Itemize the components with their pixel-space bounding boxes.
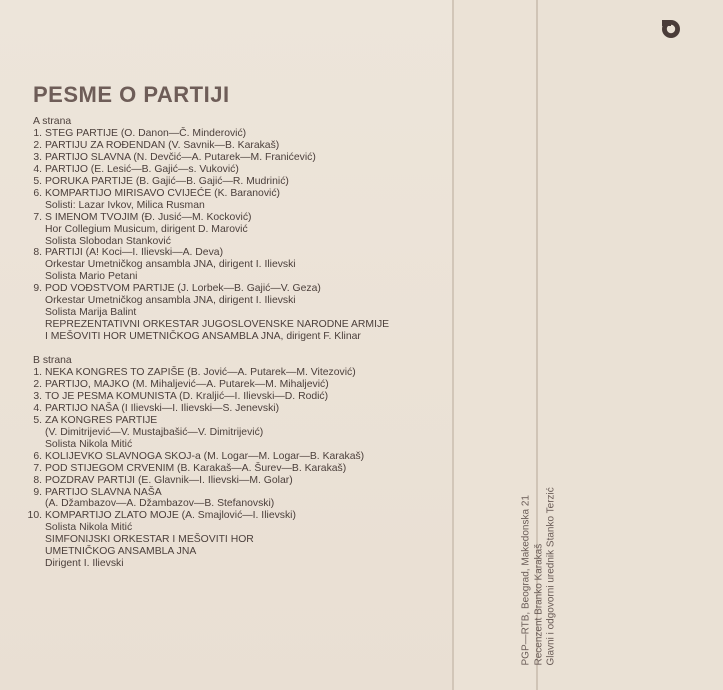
track-line bbox=[33, 164, 448, 176]
track-number: 5. bbox=[33, 414, 42, 426]
track-number: 8. bbox=[33, 474, 42, 486]
credit-line: Recenzent Branko Karakaš bbox=[533, 543, 544, 665]
pgp-rtb-logo-icon bbox=[659, 17, 683, 41]
track-number: 1. bbox=[33, 367, 42, 378]
track-line bbox=[33, 176, 448, 188]
side-b-label: B strana bbox=[33, 355, 72, 367]
track-text: KOMPARTIJO MIRISAVO CVIJEĆE (K. Baranović) bbox=[45, 187, 280, 199]
track-number: 4. bbox=[33, 163, 42, 175]
track-line bbox=[33, 140, 448, 152]
track-text: UMETNIČKOG ANSAMBLA JNA bbox=[45, 546, 197, 558]
track-text: SIMFONIJSKI ORKESTAR I MEŠOVITI HOR bbox=[45, 534, 254, 546]
track-line bbox=[33, 283, 448, 295]
album-title: PESME O PARTIJI bbox=[33, 82, 230, 107]
track-credit-line bbox=[33, 427, 448, 439]
track-line bbox=[33, 487, 448, 499]
track-number: 3. bbox=[33, 151, 42, 163]
track-line bbox=[33, 475, 448, 487]
track-text: KOMPARTIJO ZLATO MOJE (A. Smajlović—I. Ilievski) bbox=[45, 510, 296, 522]
track-number: 7. bbox=[33, 462, 42, 474]
track-text: Solista Mario Petani bbox=[45, 271, 138, 283]
track-line bbox=[33, 247, 448, 259]
track-line bbox=[33, 367, 448, 379]
credits-text bbox=[521, 395, 559, 665]
track-number: 10. bbox=[27, 510, 42, 522]
track-text: ZA KONGRES PARTIJE bbox=[45, 414, 158, 426]
track-text: Solista Slobodan Stanković bbox=[45, 235, 171, 247]
track-text: PARTIJU ZA ROĐENDAN (V. Savnik—B. Karakaš) bbox=[45, 139, 280, 151]
track-number: 9. bbox=[33, 486, 42, 498]
track-credit-line bbox=[33, 319, 448, 331]
track-line bbox=[33, 128, 448, 140]
track-credit-line bbox=[33, 546, 448, 558]
track-line bbox=[33, 415, 448, 427]
track-line bbox=[33, 451, 448, 463]
track-text: Solista Nikola Mitić bbox=[45, 438, 133, 450]
track-text: (V. Dimitrijević—V. Mustajbašić—V. Dimitrijević) bbox=[45, 426, 264, 438]
track-line bbox=[33, 152, 448, 164]
track-text: Orkestar Umetničkog ansambla JNA, dirigent I. Ilievski bbox=[45, 295, 296, 307]
track-text: I MEŠOVITI HOR UMETNIČKOG ANSAMBLA JNA, dirigent F. Klinar bbox=[45, 331, 361, 343]
tracklist bbox=[27, 116, 448, 570]
track-number: 6. bbox=[33, 187, 42, 199]
track-credit-line bbox=[33, 224, 448, 236]
track-text: Solista Nikola Mitić bbox=[45, 522, 133, 534]
side-a-label: A strana bbox=[33, 116, 72, 127]
track-text: PARTIJO NAŠA (I Ilievski—I. Ilievski—S. Jenevski) bbox=[45, 402, 280, 414]
track-line bbox=[33, 188, 448, 200]
track-line bbox=[27, 510, 448, 522]
track-text: KOLIJEVKO SLAVNOGA SKOJ-a (M. Logar—M. Logar—B. Karakaš) bbox=[45, 450, 365, 462]
track-text: POD VOĐSTVOM PARTIJE (J. Lorbek—B. Gajić—V. Geza) bbox=[45, 283, 321, 295]
track-text: Dirigent I. Ilievski bbox=[45, 558, 124, 570]
track-text: Solisti: Lazar Ivkov, Milica Rusman bbox=[45, 199, 205, 211]
publisher-credits bbox=[520, 395, 723, 665]
track-text: TO JE PESMA KOMUNISTA (D. Kraljić—I. Ilievski—D. Rodić) bbox=[45, 390, 329, 402]
track-text: Orkestar Umetničkog ansambla JNA, dirigent I. Ilievski bbox=[45, 259, 296, 271]
track-number: 5. bbox=[33, 175, 42, 187]
track-credit-line bbox=[33, 200, 448, 212]
track-credit-line bbox=[33, 271, 448, 283]
credit-line: PGP—RTB, Beograd, Makedonska 21 bbox=[520, 494, 532, 665]
track-credit-line bbox=[33, 307, 448, 319]
track-line bbox=[33, 379, 448, 391]
track-credit-line bbox=[33, 498, 448, 510]
track-text: STEG PARTIJE (O. Danon—Č. Minderović) bbox=[45, 127, 247, 139]
track-text: PORUKA PARTIJE (B. Gajić—B. Gajić—R. Mudrinić) bbox=[45, 175, 289, 187]
track-text: PARTIJI (A! Koci—I. Ilievski—A. Deva) bbox=[45, 247, 224, 259]
track-credit-line bbox=[33, 331, 448, 343]
track-text: PARTIJO SLAVNA (N. Devčić—A. Putarek—M. Franićević) bbox=[45, 151, 316, 163]
track-line bbox=[33, 212, 448, 224]
track-credit-line bbox=[33, 259, 448, 271]
track-number: 3. bbox=[33, 390, 42, 402]
track-text: PARTIJO (E. Lesić—B. Gajić—s. Vuković) bbox=[45, 163, 239, 175]
track-credit-line bbox=[33, 295, 448, 307]
track-credit-line bbox=[33, 236, 448, 248]
track-text: Solista Marija Balint bbox=[45, 307, 137, 319]
track-number: 8. bbox=[33, 247, 42, 259]
side-a-tracks bbox=[33, 128, 448, 343]
track-text: PARTIJO SLAVNA NAŠA bbox=[45, 486, 162, 498]
track-line bbox=[33, 403, 448, 415]
track-number: 2. bbox=[33, 139, 42, 151]
track-text: PARTIJO, MAJKO (M. Mihaljević—A. Putarek—M. Mihaljević) bbox=[45, 378, 329, 390]
track-line bbox=[33, 463, 448, 475]
track-credit-line bbox=[33, 439, 448, 451]
track-credit-line bbox=[33, 558, 448, 570]
track-number: 1. bbox=[33, 127, 42, 139]
track-credit-line bbox=[33, 522, 448, 534]
track-number: 9. bbox=[33, 283, 42, 295]
track-number: 7. bbox=[33, 211, 42, 223]
track-number: 2. bbox=[33, 378, 42, 390]
track-number: 4. bbox=[33, 402, 42, 414]
track-text: POZDRAV PARTIJI (E. Glavnik—I. Ilievski—M. Golar) bbox=[45, 474, 293, 486]
side-b-tracks bbox=[27, 367, 448, 570]
track-text: (A. Džambazov—A. Džambazov—B. Stefanovski) bbox=[45, 498, 275, 510]
track-credit-line bbox=[33, 534, 448, 546]
track-text: REPREZENTATIVNI ORKESTAR JUGOSLOVENSKE NARODNE ARMIJE bbox=[45, 319, 390, 331]
track-number: 6. bbox=[33, 450, 42, 462]
side-gap bbox=[33, 343, 448, 355]
track-line bbox=[33, 391, 448, 403]
track-text: S IMENOM TVOJIM (Đ. Jusić—M. Kocković) bbox=[45, 211, 252, 223]
track-text: POD STIJEGOM CRVENIM (B. Karakaš—A. Šurev—B. Karakaš) bbox=[45, 462, 347, 474]
track-text: Hor Collegium Musicum, dirigent D. Marović bbox=[45, 223, 248, 235]
credit-line: Glavni i odgovorni urednik Stanko Terzić bbox=[545, 486, 557, 665]
track-text: NEKA KONGRES TO ZAPIŠE (B. Jović—A. Putarek—M. Vitezović) bbox=[45, 367, 356, 378]
